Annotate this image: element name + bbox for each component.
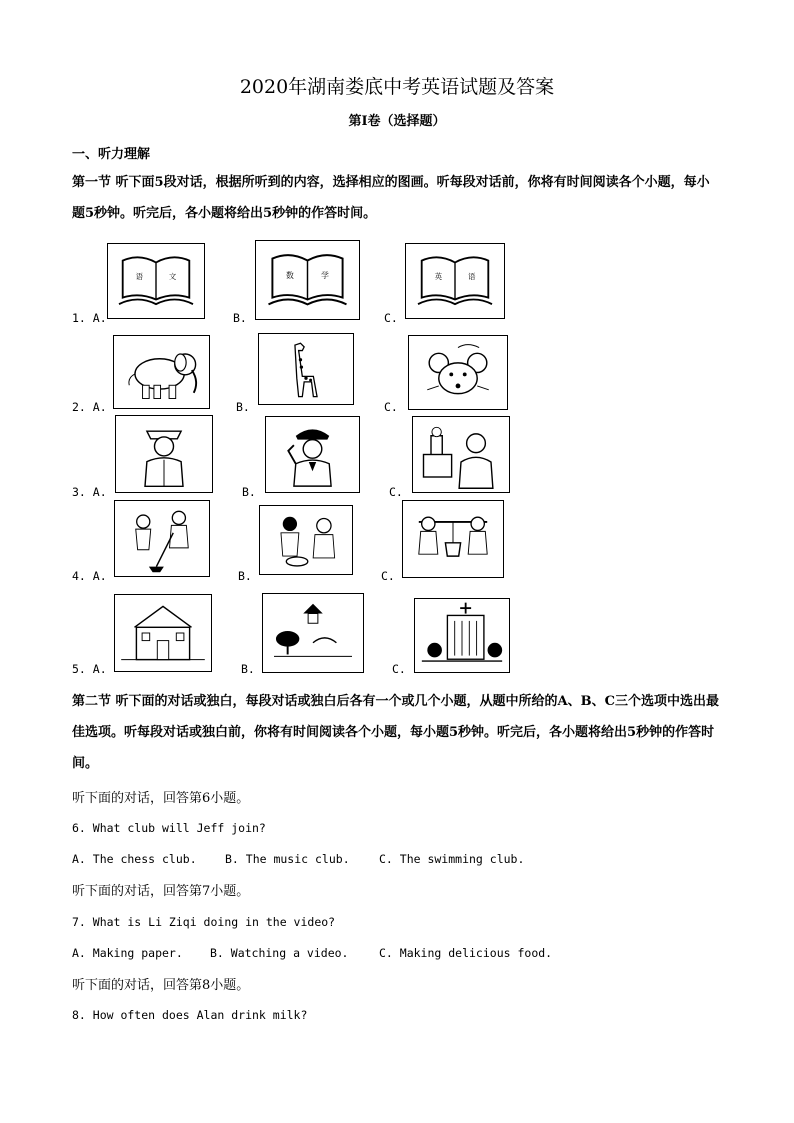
section-heading: 一、听力理解 bbox=[72, 147, 151, 162]
q4-option-b-image[interactable] bbox=[259, 505, 353, 575]
q5-option-c-image[interactable] bbox=[414, 598, 510, 673]
q4-option-a-image[interactable] bbox=[114, 500, 210, 577]
q5-option-b-image[interactable] bbox=[262, 593, 364, 673]
book-label-right: 文 bbox=[168, 272, 177, 282]
park-icon bbox=[263, 594, 363, 672]
q1-number: 1. A. bbox=[72, 311, 107, 325]
q2-option-b-label: B. bbox=[236, 400, 250, 414]
q7-option-c[interactable]: C. Making delicious food. bbox=[379, 946, 553, 960]
hospital-icon bbox=[415, 599, 509, 672]
q1-option-b-label: B. bbox=[233, 311, 247, 325]
q4-option-c-label: C. bbox=[381, 569, 395, 583]
q7-prompt: 听下面的对话，回答第7小题。 bbox=[72, 884, 250, 899]
q6-option-a[interactable]: A. The chess club. bbox=[72, 852, 197, 866]
giraffe-icon bbox=[259, 334, 353, 404]
q5-option-a-image[interactable] bbox=[114, 594, 212, 672]
q6-option-c[interactable]: C. The swimming club. bbox=[379, 852, 525, 866]
q3-option-b-image[interactable] bbox=[265, 416, 360, 493]
q7-question: 7. What is Li Ziqi doing in the video? bbox=[72, 915, 336, 929]
q2-option-c-label: C. bbox=[384, 400, 398, 414]
q8-question: 8. How often does Alan drink milk? bbox=[72, 1008, 308, 1022]
book-icon bbox=[406, 244, 504, 318]
q6-prompt: 听下面的对话，回答第6小题。 bbox=[72, 791, 250, 806]
q4-option-b-label: B. bbox=[238, 569, 252, 583]
q7-option-a[interactable]: A. Making paper. bbox=[72, 946, 183, 960]
scientist-icon bbox=[413, 417, 509, 492]
q3-option-b-label: B. bbox=[242, 485, 256, 499]
q5-option-c-label: C. bbox=[392, 662, 406, 676]
q1-option-c-label: C. bbox=[384, 311, 398, 325]
kids-cooking-icon bbox=[260, 506, 352, 574]
q5-number: 5. A. bbox=[72, 662, 107, 676]
paper-subtitle: 第Ⅰ卷（选择题） bbox=[348, 114, 446, 129]
q1-option-a-image[interactable] bbox=[107, 243, 205, 319]
q1-option-b-image[interactable] bbox=[255, 240, 360, 320]
q2-option-b-image[interactable] bbox=[258, 333, 354, 405]
book-icon bbox=[256, 241, 359, 319]
book-label-right: 语 bbox=[467, 272, 476, 282]
q3-number: 3. A. bbox=[72, 485, 107, 499]
q6-question: 6. What club will Jeff join? bbox=[72, 821, 266, 835]
book-label-right: 学 bbox=[321, 271, 329, 281]
q6-option-b[interactable]: B. The music club. bbox=[225, 852, 350, 866]
school-icon bbox=[115, 595, 211, 671]
book-icon bbox=[108, 244, 204, 318]
q3-option-c-label: C. bbox=[389, 485, 403, 499]
part1-instructions: 第一节 听下面5段对话，根据所听到的内容，选择相应的图画。听每段对话前，你将有时间阅读各个小题，每小题5秒钟。听完后，各小题将给出5秒钟的作答时间。 bbox=[72, 175, 710, 221]
police-officer-icon bbox=[266, 417, 359, 492]
kids-carrying-water-icon bbox=[403, 501, 503, 577]
q4-option-c-image[interactable] bbox=[402, 500, 504, 578]
q2-option-a-image[interactable] bbox=[113, 335, 210, 409]
part2-instructions: 第二节 听下面的对话或独白，每段对话或独白后各有一个或几个小题，从题中所给的A、B、C三个选项中选出最佳选项。听每段对话或独白前，你将有时间阅读各个小题，每小题5秒钟。听完后，各小题将给出5秒钟的作答时间。 bbox=[72, 694, 719, 771]
page-title: 2020年湖南娄底中考英语试题及答案 bbox=[239, 76, 555, 98]
book-label-left: 英 bbox=[434, 272, 443, 282]
q2-option-c-image[interactable] bbox=[408, 335, 508, 410]
book-label-left: 数 bbox=[286, 271, 294, 281]
kids-sweeping-icon bbox=[115, 501, 209, 576]
q8-prompt: 听下面的对话，回答第8小题。 bbox=[72, 978, 250, 993]
q4-number: 4. A. bbox=[72, 569, 107, 583]
doctor-icon bbox=[116, 416, 212, 492]
q3-option-a-image[interactable] bbox=[115, 415, 213, 493]
q7-option-b[interactable]: B. Watching a video. bbox=[210, 946, 349, 960]
mouse-icon bbox=[409, 336, 507, 409]
elephant-icon bbox=[114, 336, 209, 408]
q5-option-b-label: B. bbox=[241, 662, 255, 676]
q3-option-c-image[interactable] bbox=[412, 416, 510, 493]
book-label-left: 语 bbox=[135, 272, 144, 282]
q2-number: 2. A. bbox=[72, 400, 107, 414]
q1-option-c-image[interactable] bbox=[405, 243, 505, 319]
